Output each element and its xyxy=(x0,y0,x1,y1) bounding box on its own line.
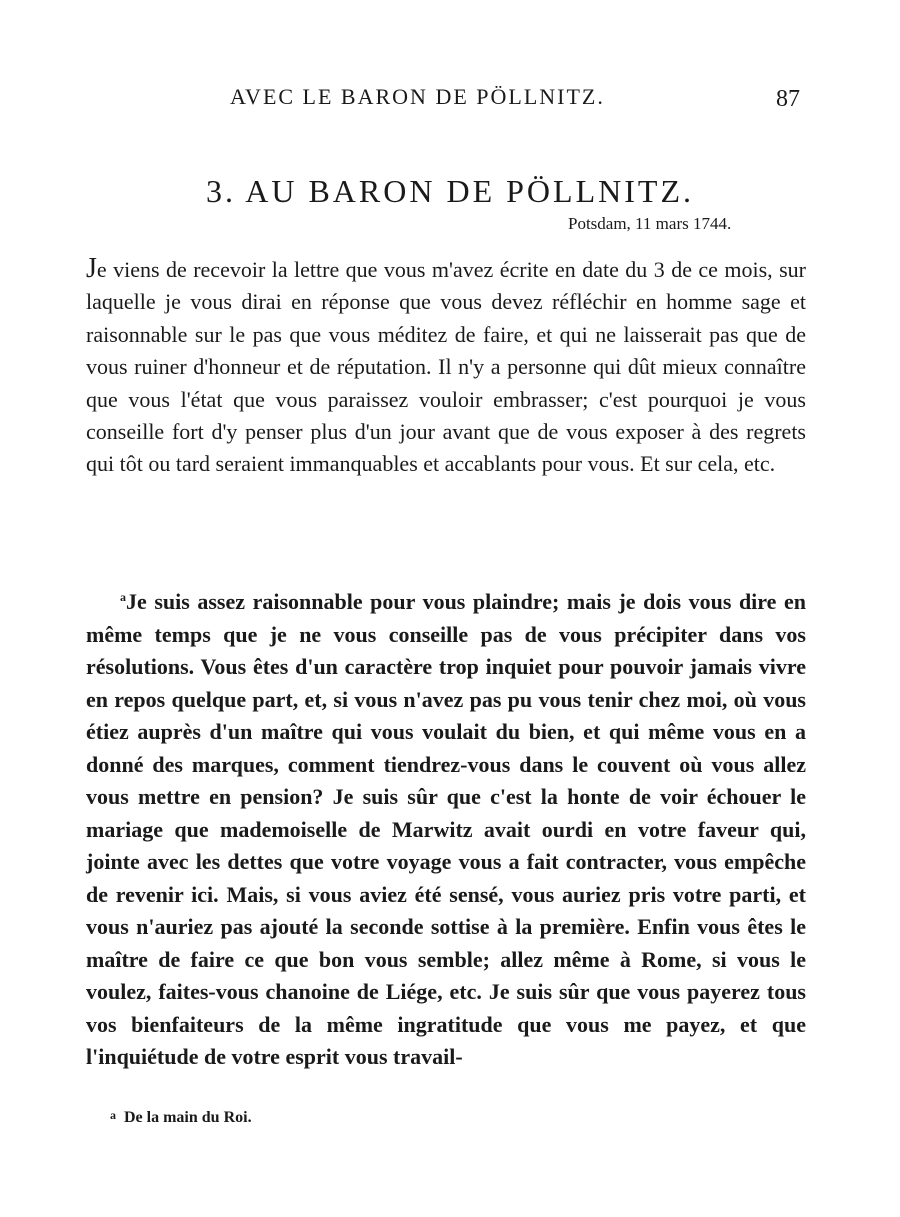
letter-body xyxy=(86,253,806,481)
footnote-marker: a xyxy=(120,590,126,604)
dateline: Potsdam, 11 mars 1744. xyxy=(568,214,732,233)
page-number: 87 xyxy=(776,86,800,112)
royal-note xyxy=(86,581,806,1074)
footnote xyxy=(110,1108,252,1127)
royal-note-text: Je suis assez raisonnable pour vous plaindre; mais je dois vous dire en même temps que je ne vous conseille pas de vous précipiter dans vos résolutions. Vous êtes d'un caractère trop inquiet pour pouvoir jamais vivre en repos quelque part, et, si vous n'avez pas pu vous tenir chez moi, où vous étiez auprès d'un maître qui vous voulait du bien, et qui même vous en a donné des marques, comment tiendrez-vous dans le couvent où vous allez vous mettre en pension? Je suis sûr que c'est la honte de voir échouer le mariage que mademoiselle de Marwitz avait ourdi en votre faveur qui, jointe avec les dettes que votre voyage vous a fait contracter, vous empêche de revenir ici. Mais, si vous aviez été sensé, vous auriez pris votre parti, et vous n'auriez pas ajouté la seconde sottise à la première. Enfin vous êtes le maître de faire ce que bon vous semble; allez même à Rome, si vous le voulez, faites-vous chanoine de Liége, etc. Je suis sûr que vous payerez tous vos bienfaiteurs de la même ingratitude que vous me payez, et que l'inquiétude de votre esprit vous travail- xyxy=(86,589,806,1069)
running-head: AVEC LE BARON DE PÖLLNITZ. xyxy=(230,84,605,109)
drop-initial: J xyxy=(86,253,97,284)
letter-body-text: e viens de recevoir la lettre que vous m'avez écrite en date du 3 de ce mois, sur laquelle je vous dirai en réponse que vous devez réfléchir en homme sage et raisonnable sur le pas que vous méditez de faire, et qui ne laisserait pas que de vous ruiner d'honneur et de réputation. Il n'y a personne qui dût mieux connaître que vous l'état que vous paraissez vouloir embrasser; c'est pourquoi je vous conseille fort d'y penser plus d'un jour avant que de vous exposer à des regrets qui tôt ou tard seraient immanquables et accablants pour vous. Et sur cela, etc. xyxy=(86,257,806,477)
letter-title: 3. AU BARON DE PÖLLNITZ. xyxy=(206,173,694,210)
footnote-mark: a xyxy=(110,1108,116,1122)
footnote-text: De la main du Roi. xyxy=(124,1109,252,1126)
